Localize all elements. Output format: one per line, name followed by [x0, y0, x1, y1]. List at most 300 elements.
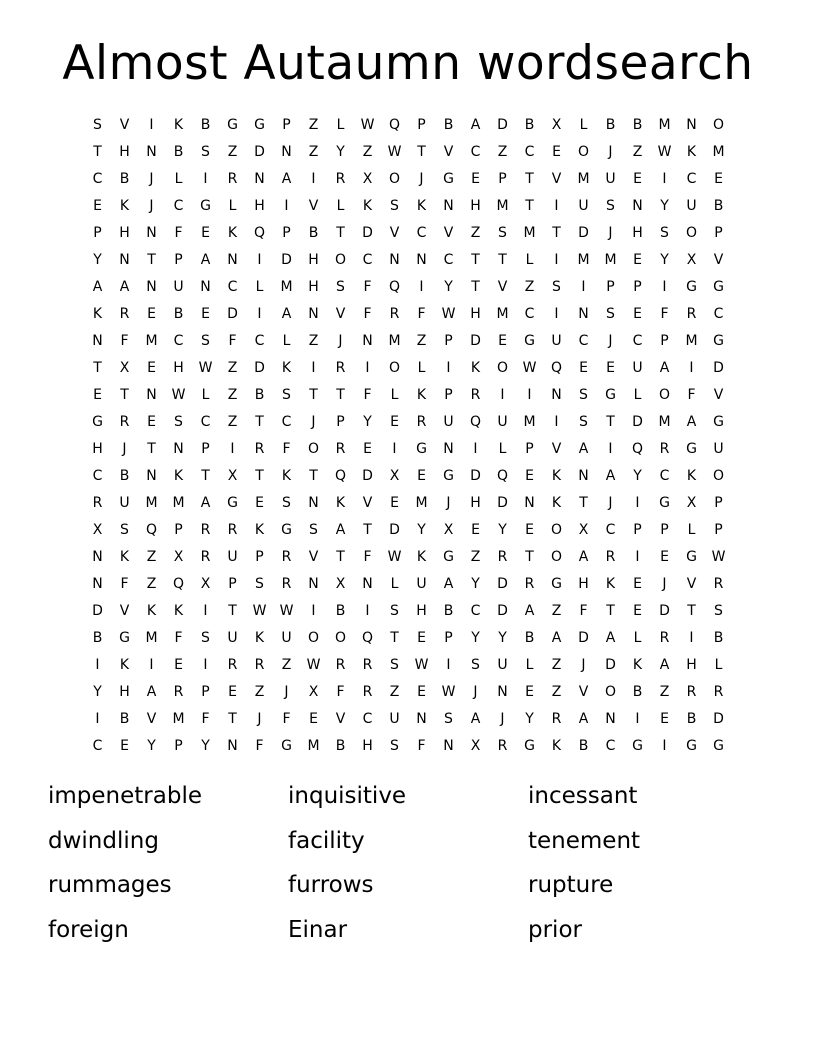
grid-letter: W: [441, 306, 456, 322]
grid-letter: V: [362, 495, 373, 511]
grid-letter: L: [390, 387, 399, 403]
grid-letter: M: [145, 333, 158, 349]
grid-letter: P: [417, 117, 426, 133]
grid-letter: W: [711, 549, 726, 565]
grid-letter: A: [605, 630, 616, 646]
grid-letter: G: [416, 441, 427, 457]
grid-letter: Z: [227, 387, 238, 403]
grid-letter: Z: [497, 144, 508, 160]
word-list-item: prior: [528, 916, 582, 943]
grid-letter: F: [660, 306, 669, 322]
grid-letter: B: [335, 738, 346, 754]
grid-letter: C: [254, 333, 265, 349]
grid-letter: V: [443, 144, 454, 160]
grid-letter: P: [525, 441, 534, 457]
grid-letter: S: [606, 306, 615, 322]
grid-letter: E: [201, 225, 210, 241]
grid-letter: G: [713, 279, 724, 295]
grid-letter: C: [605, 738, 616, 754]
grid-letter: N: [686, 117, 697, 133]
grid-letter: J: [257, 711, 262, 727]
grid-letter: K: [416, 387, 427, 403]
grid-letter: N: [119, 252, 130, 268]
grid-letter: A: [92, 279, 103, 295]
grid-letter: N: [362, 333, 373, 349]
grid-letter: K: [119, 549, 130, 565]
grid-letter: D: [389, 522, 400, 538]
grid-letter: D: [254, 360, 265, 376]
grid-letter: R: [335, 441, 346, 457]
grid-letter: C: [173, 198, 184, 214]
word-list-item: Einar: [288, 916, 348, 943]
grid-row: [84, 625, 732, 652]
grid-letter: R: [227, 657, 238, 673]
grid-row: [84, 328, 732, 355]
grid-letter: L: [417, 360, 426, 376]
grid-letter: M: [307, 738, 320, 754]
grid-letter: B: [443, 117, 454, 133]
grid-letter: L: [255, 279, 264, 295]
grid-letter: E: [579, 360, 588, 376]
grid-letter: L: [201, 387, 210, 403]
grid-letter: U: [551, 333, 562, 349]
grid-letter: C: [443, 252, 454, 268]
grid-letter: H: [470, 495, 481, 511]
word-list-item: dwindling: [48, 827, 159, 854]
grid-letter: T: [552, 225, 561, 241]
grid-letter: D: [713, 360, 724, 376]
grid-letter: A: [578, 549, 589, 565]
grid-letter: X: [335, 576, 346, 592]
grid-letter: E: [309, 711, 318, 727]
grid-letter: G: [551, 576, 562, 592]
grid-letter: D: [227, 306, 238, 322]
grid-letter: I: [365, 360, 370, 376]
grid-letter: K: [335, 495, 346, 511]
grid-letter: M: [145, 495, 158, 511]
grid-letter: F: [417, 306, 426, 322]
grid-letter: E: [93, 198, 102, 214]
grid-letter: I: [284, 198, 289, 214]
grid-letter: T: [471, 252, 480, 268]
grid-letter: E: [633, 603, 642, 619]
grid-letter: K: [551, 468, 562, 484]
grid-letter: F: [336, 684, 345, 700]
grid-letter: T: [201, 468, 210, 484]
grid-letter: J: [608, 225, 613, 241]
grid-letter: I: [311, 171, 316, 187]
grid-row: [84, 166, 732, 193]
grid-letter: I: [203, 657, 208, 673]
grid-letter: C: [173, 333, 184, 349]
grid-letter: E: [390, 495, 399, 511]
grid-letter: T: [525, 171, 534, 187]
grid-letter: Q: [253, 225, 266, 241]
grid-letter: U: [416, 576, 427, 592]
grid-letter: Q: [172, 576, 185, 592]
grid-letter: Y: [633, 468, 642, 484]
grid-letter: X: [578, 522, 589, 538]
grid-letter: S: [714, 603, 723, 619]
word-list-item: inquisitive: [288, 783, 407, 809]
grid-letter: F: [201, 711, 210, 727]
grid-letter: O: [307, 441, 320, 457]
grid-letter: L: [498, 441, 507, 457]
grid-letter: T: [255, 468, 264, 484]
grid-letter: S: [444, 711, 453, 727]
grid-letter: U: [281, 630, 292, 646]
word-list-item: foreign: [48, 916, 129, 943]
grid-letter: E: [255, 495, 264, 511]
grid-letter: H: [470, 306, 481, 322]
grid-letter: S: [336, 279, 345, 295]
grid-letter: E: [417, 630, 426, 646]
grid-letter: T: [687, 603, 696, 619]
grid-letter: J: [608, 495, 613, 511]
grid-letter: L: [633, 630, 642, 646]
grid-letter: X: [362, 171, 373, 187]
grid-letter: L: [714, 657, 723, 673]
grid-letter: S: [309, 522, 318, 538]
grid-letter: I: [527, 387, 532, 403]
grid-letter: L: [336, 117, 345, 133]
grid-letter: I: [149, 117, 154, 133]
grid-letter: C: [281, 414, 292, 430]
grid-letter: W: [522, 360, 537, 376]
grid-letter: B: [173, 306, 184, 322]
grid-letter: Z: [551, 684, 562, 700]
grid-letter: L: [282, 333, 291, 349]
grid-letter: R: [470, 387, 481, 403]
grid-letter: D: [497, 117, 508, 133]
word-list-item: rupture: [528, 872, 614, 898]
grid-letter: J: [581, 657, 586, 673]
grid-letter: G: [659, 495, 670, 511]
grid-letter: U: [443, 414, 454, 430]
grid-letter: P: [633, 279, 642, 295]
grid-letter: W: [387, 144, 402, 160]
grid-letter: D: [362, 225, 373, 241]
grid-letter: T: [363, 522, 372, 538]
grid-letter: R: [227, 171, 238, 187]
grid-letter: I: [689, 360, 694, 376]
grid-letter: E: [714, 171, 723, 187]
grid-letter: N: [308, 495, 319, 511]
grid-letter: V: [335, 711, 346, 727]
grid-letter: N: [308, 306, 319, 322]
page-title: Almost Autaumn wordsearch: [62, 36, 754, 91]
grid-letter: B: [578, 738, 589, 754]
grid-letter: N: [146, 279, 157, 295]
grid-letter: E: [525, 468, 534, 484]
grid-letter: P: [606, 279, 615, 295]
grid-letter: V: [308, 198, 319, 214]
grid-letter: O: [307, 630, 320, 646]
grid-letter: M: [145, 630, 158, 646]
grid-letter: N: [605, 711, 616, 727]
grid-letter: H: [308, 279, 319, 295]
grid-letter: C: [605, 522, 616, 538]
grid-letter: E: [93, 387, 102, 403]
grid-letter: U: [605, 171, 616, 187]
grid-letter: V: [146, 711, 157, 727]
grid-letter: G: [92, 414, 103, 430]
grid-letter: R: [227, 522, 238, 538]
grid-row: [84, 733, 732, 760]
grid-letter: T: [228, 711, 237, 727]
grid-letter: G: [443, 171, 454, 187]
grid-letter: G: [524, 333, 535, 349]
grid-letter: V: [443, 225, 454, 241]
word-list-item: incessant: [528, 783, 638, 809]
grid-letter: E: [633, 306, 642, 322]
grid-letter: I: [257, 252, 262, 268]
grid-letter: G: [605, 387, 616, 403]
grid-letter: O: [685, 225, 698, 241]
grid-letter: T: [525, 198, 534, 214]
grid-letter: A: [686, 414, 697, 430]
grid-letter: Q: [388, 279, 401, 295]
grid-letter: U: [227, 630, 238, 646]
grid-letter: R: [254, 657, 265, 673]
grid-letter: Y: [201, 738, 210, 754]
grid-letter: P: [660, 333, 669, 349]
grid-letter: H: [470, 198, 481, 214]
grid-letter: P: [93, 225, 102, 241]
grid-row: [84, 382, 732, 409]
grid-letter: T: [336, 387, 345, 403]
grid-letter: K: [686, 144, 697, 160]
grid-letter: W: [171, 387, 186, 403]
grid-letter: P: [444, 630, 453, 646]
grid-letter: O: [334, 252, 347, 268]
grid-letter: A: [578, 711, 589, 727]
grid-letter: E: [525, 684, 534, 700]
grid-letter: J: [149, 171, 154, 187]
grid-letter: M: [496, 306, 509, 322]
grid-letter: S: [390, 603, 399, 619]
grid-letter: N: [146, 225, 157, 241]
grid-letter: V: [713, 252, 724, 268]
grid-letter: F: [228, 333, 237, 349]
grid-letter: P: [174, 522, 183, 538]
grid-letter: K: [632, 657, 643, 673]
grid-letter: N: [416, 252, 427, 268]
grid-letter: G: [524, 738, 535, 754]
grid-letter: E: [471, 171, 480, 187]
grid-letter: I: [662, 171, 667, 187]
grid-letter: K: [254, 630, 265, 646]
grid-letter: P: [444, 333, 453, 349]
grid-letter: R: [254, 441, 265, 457]
grid-letter: F: [417, 738, 426, 754]
grid-letter: I: [554, 198, 559, 214]
grid-row: [84, 139, 732, 166]
grid-letter: H: [254, 198, 265, 214]
grid-letter: H: [632, 225, 643, 241]
grid-row: [84, 490, 732, 517]
grid-letter: N: [227, 252, 238, 268]
grid-letter: C: [524, 306, 535, 322]
grid-letter: D: [605, 657, 616, 673]
grid-letter: J: [149, 198, 154, 214]
grid-letter: N: [146, 144, 157, 160]
grid-letter: C: [632, 333, 643, 349]
grid-row: [84, 517, 732, 544]
grid-letter: T: [471, 279, 480, 295]
grid-letter: T: [228, 603, 237, 619]
grid-letter: W: [387, 549, 402, 565]
grid-letter: W: [198, 360, 213, 376]
grid-letter: I: [554, 414, 559, 430]
grid-letter: G: [281, 738, 292, 754]
grid-letter: N: [632, 198, 643, 214]
grid-row: [84, 706, 732, 733]
grid-letter: B: [254, 387, 265, 403]
grid-letter: P: [282, 225, 291, 241]
grid-letter: A: [524, 603, 535, 619]
grid-letter: U: [497, 414, 508, 430]
grid-letter: T: [525, 549, 534, 565]
grid-letter: T: [93, 144, 102, 160]
grid-row: [84, 436, 732, 463]
grid-letter: X: [92, 522, 103, 538]
grid-letter: F: [579, 603, 588, 619]
grid-letter: E: [147, 414, 156, 430]
grid-letter: R: [686, 684, 697, 700]
grid-letter: A: [659, 657, 670, 673]
grid-letter: F: [282, 711, 291, 727]
grid-letter: M: [415, 495, 428, 511]
grid-row: [84, 193, 732, 220]
grid-letter: G: [686, 279, 697, 295]
grid-letter: Q: [469, 414, 482, 430]
grid-letter: K: [119, 657, 130, 673]
grid-letter: D: [281, 252, 292, 268]
word-list-item: facility: [288, 827, 365, 854]
grid-letter: I: [608, 441, 613, 457]
grid-letter: A: [281, 306, 292, 322]
grid-letter: E: [606, 360, 615, 376]
grid-letter: T: [336, 549, 345, 565]
grid-letter: V: [308, 549, 319, 565]
grid-letter: N: [146, 387, 157, 403]
grid-letter: S: [606, 198, 615, 214]
letter-grid: [84, 112, 732, 760]
grid-letter: N: [200, 279, 211, 295]
grid-letter: S: [579, 387, 588, 403]
grid-letter: K: [281, 468, 292, 484]
grid-letter: F: [120, 576, 129, 592]
grid-letter: M: [280, 279, 293, 295]
grid-letter: P: [336, 414, 345, 430]
grid-letter: I: [446, 657, 451, 673]
grid-letter: Z: [227, 144, 238, 160]
grid-letter: K: [416, 198, 427, 214]
grid-letter: I: [662, 279, 667, 295]
grid-letter: Q: [334, 468, 347, 484]
grid-letter: P: [714, 495, 723, 511]
grid-letter: Y: [147, 738, 156, 754]
grid-letter: Y: [417, 522, 426, 538]
grid-letter: E: [228, 684, 237, 700]
grid-letter: D: [578, 630, 589, 646]
grid-letter: U: [497, 657, 508, 673]
grid-letter: N: [443, 738, 454, 754]
grid-letter: M: [577, 252, 590, 268]
grid-letter: T: [417, 144, 426, 160]
grid-letter: V: [551, 441, 562, 457]
grid-letter: Z: [146, 549, 157, 565]
grid-letter: I: [446, 360, 451, 376]
grid-letter: M: [496, 198, 509, 214]
grid-letter: Y: [444, 279, 453, 295]
grid-letter: U: [713, 441, 724, 457]
grid-letter: F: [120, 333, 129, 349]
grid-letter: Z: [281, 657, 292, 673]
grid-letter: N: [146, 468, 157, 484]
grid-letter: L: [633, 387, 642, 403]
grid-letter: S: [174, 414, 183, 430]
grid-letter: H: [92, 441, 103, 457]
grid-letter: A: [605, 468, 616, 484]
grid-letter: A: [200, 252, 211, 268]
grid-letter: S: [390, 657, 399, 673]
grid-letter: C: [92, 738, 103, 754]
grid-letter: F: [174, 225, 183, 241]
grid-letter: G: [254, 117, 265, 133]
grid-letter: C: [470, 144, 481, 160]
grid-letter: I: [230, 441, 235, 457]
grid-letter: L: [687, 522, 696, 538]
grid-letter: G: [227, 495, 238, 511]
grid-letter: K: [146, 603, 157, 619]
grid-letter: K: [92, 306, 103, 322]
grid-letter: U: [389, 711, 400, 727]
grid-letter: B: [605, 117, 616, 133]
grid-letter: Y: [498, 630, 507, 646]
grid-letter: T: [390, 630, 399, 646]
grid-letter: L: [228, 198, 237, 214]
grid-letter: T: [93, 360, 102, 376]
grid-letter: M: [658, 117, 671, 133]
grid-letter: R: [173, 684, 184, 700]
grid-letter: O: [712, 117, 725, 133]
grid-letter: I: [95, 711, 100, 727]
grid-row: [84, 679, 732, 706]
grid-letter: O: [388, 171, 401, 187]
grid-letter: K: [173, 117, 184, 133]
grid-letter: C: [713, 306, 724, 322]
grid-letter: M: [685, 333, 698, 349]
grid-letter: I: [635, 549, 640, 565]
grid-letter: V: [335, 306, 346, 322]
grid-letter: V: [686, 576, 697, 592]
grid-letter: Z: [362, 144, 373, 160]
grid-letter: I: [365, 603, 370, 619]
grid-letter: S: [282, 387, 291, 403]
grid-letter: I: [554, 306, 559, 322]
grid-letter: X: [308, 684, 319, 700]
grid-letter: S: [201, 630, 210, 646]
grid-letter: N: [443, 198, 454, 214]
grid-letter: B: [119, 468, 130, 484]
grid-letter: H: [119, 144, 130, 160]
grid-letter: J: [608, 333, 613, 349]
grid-letter: Z: [416, 333, 427, 349]
grid-letter: K: [362, 198, 373, 214]
grid-letter: E: [660, 711, 669, 727]
